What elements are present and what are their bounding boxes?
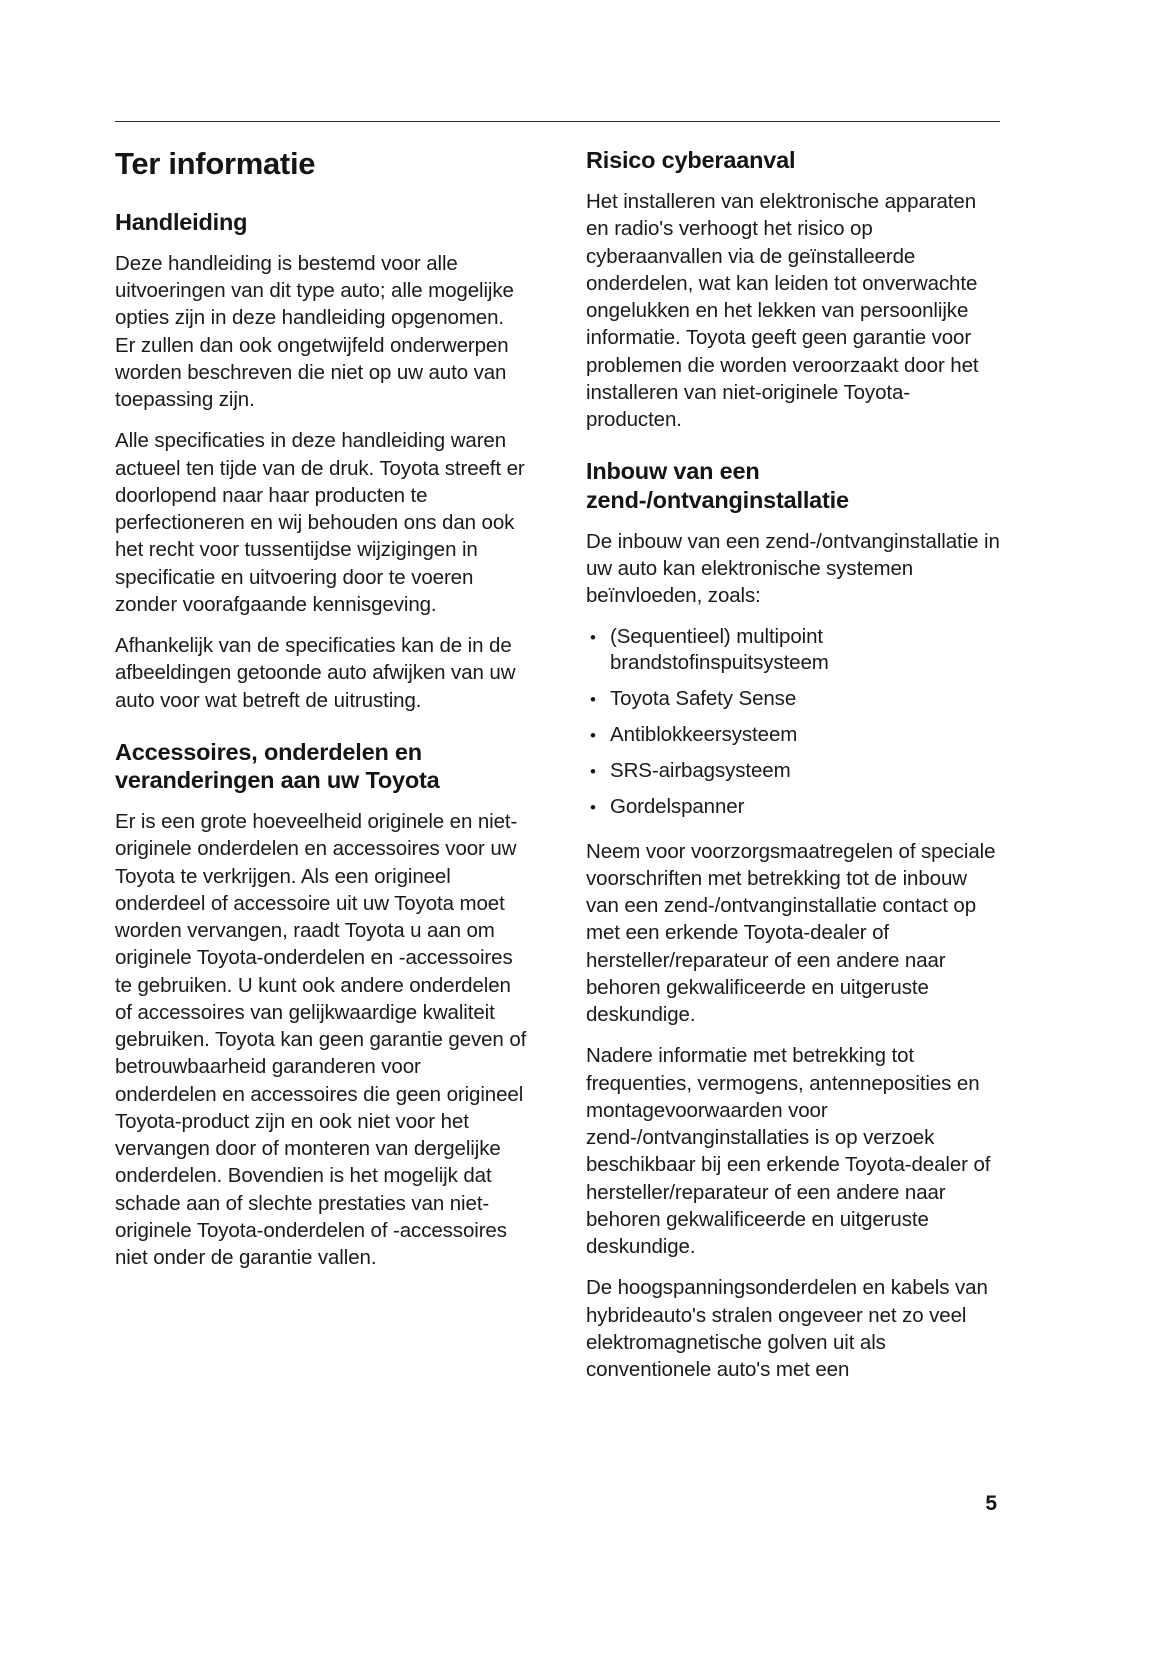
- paragraph: De hoogspanningsonderdelen en kabels van hybrideauto's stralen ongeveer net zo veel elektromagnetische golven uit als conventionele auto's met een: [586, 1276, 988, 1382]
- right-column: [586, 144, 1000, 1397]
- list-item-text: Toyota Safety Sense: [610, 686, 797, 710]
- two-column-layout: [115, 144, 1000, 1397]
- list-item-text: (Sequentieel) multipoint brandstofinspuitsysteem: [610, 624, 829, 675]
- section-heading-risico: Risico cyberaanval: [586, 147, 796, 173]
- system-bullet-list: [586, 624, 1000, 822]
- list-item-text: Gordelspanner: [610, 795, 745, 819]
- section-heading-inbouw: Inbouw van een zend-/ontvanginstallatie: [586, 458, 849, 513]
- paragraph: Alle specificaties in deze handleiding waren actueel ten tijde van de druk. Toyota streeft er doorlopend naar haar producten te perfectioneren en wij behouden ons dan ook het recht voor tussentijdse wijzigingen in specificatie en uitvoering door te voeren zonder voorafgaande kennisgeving.: [115, 429, 525, 616]
- section-heading-handleiding: Handleiding: [115, 208, 248, 235]
- paragraph: Er is een grote hoeveelheid originele en niet-originele onderdelen en accessoires voor uw Toyota te verkrijgen. Als een origineel onderdeel of accessoire uit uw Toyota moet worden vervangen, raadt Toyota u aan om originele Toyota-onderdelen en -accessoires te gebruiken. U kunt ook andere onderdelen of accessoires van gelijkwaardige kwaliteit gebruiken. Toyota kan geen garantie geven of betrouwbaarheid garanderen voor onderdelen en accessoires die geen origineel Toyota-product zijn en ook niet voor het vervangen door of monteren van dergelijke onderdelen. Bovendien is het mogelijk dat schade aan of slechte prestaties van niet-originele Toyota-onderdelen of -accessoires niet onder de garantie vallen.: [115, 810, 527, 1270]
- left-column: [115, 144, 527, 1397]
- list-item: [586, 624, 1000, 677]
- section-heading-accessoires: Accessoires, onderdelen en veranderingen aan uw Toyota: [115, 738, 440, 794]
- bullet-icon: •: [590, 726, 596, 746]
- paragraph: Het installeren van elektronische apparaten en radio's verhoogt het risico op cyberaanvallen via de geïnstalleerde onderdelen, wat kan leiden tot onverwachte ongelukken en het lekken van persoonlijke informatie. Toyota geeft geen garantie voor problemen die worden veroorzaakt door het installeren van niet-originele Toyota-producten.: [586, 190, 979, 432]
- paragraph: Deze handleiding is bestemd voor alle uitvoeringen van dit type auto; alle mogelijke opties zijn in deze handleiding opgenomen. Er zullen dan ook ongetwijfeld onderwerpen worden beschreven die niet op uw auto van toepassing zijn.: [115, 251, 514, 412]
- paragraph: Nadere informatie met betrekking tot frequenties, vermogens, antenneposities en montagevoorwaarden voor zend-/ontvanginstallaties is op verzoek beschikbaar bij een erkende Toyota-dealer of hersteller/reparateur of een andere naar behoren gekwalificeerde en uitgeruste deskundige.: [586, 1044, 991, 1259]
- paragraph: De inbouw van een zend-/ontvanginstallatie in uw auto kan elektronische systemen beïnvloeden, zoals:: [586, 529, 1000, 608]
- list-item-text: Antiblokkeersysteem: [610, 723, 798, 747]
- list-item: [586, 722, 1000, 749]
- paragraph: Afhankelijk van de specificaties kan de in de afbeeldingen getoonde auto afwijken van uw auto voor wat betreft de uitrusting.: [115, 634, 516, 712]
- bullet-icon: •: [590, 798, 596, 818]
- list-item: [586, 686, 1000, 713]
- list-item: [586, 794, 1000, 821]
- paragraph: Neem voor voorzorgsmaatregelen of speciale voorschriften met betrekking tot de inbouw van een zend-/ontvanginstallatie contact op met een erkende Toyota-dealer of hersteller/reparateur of een andere naar behoren gekwalificeerde en uitgeruste deskundige.: [586, 839, 996, 1027]
- page-title: Ter informatie: [115, 146, 316, 181]
- page-number: 5: [985, 1492, 997, 1515]
- top-rule: [115, 121, 1000, 122]
- list-item: [586, 758, 1000, 785]
- bullet-icon: •: [590, 627, 596, 647]
- bullet-icon: •: [590, 689, 596, 709]
- list-item-text: SRS-airbagsysteem: [610, 759, 791, 783]
- bullet-icon: •: [590, 762, 596, 782]
